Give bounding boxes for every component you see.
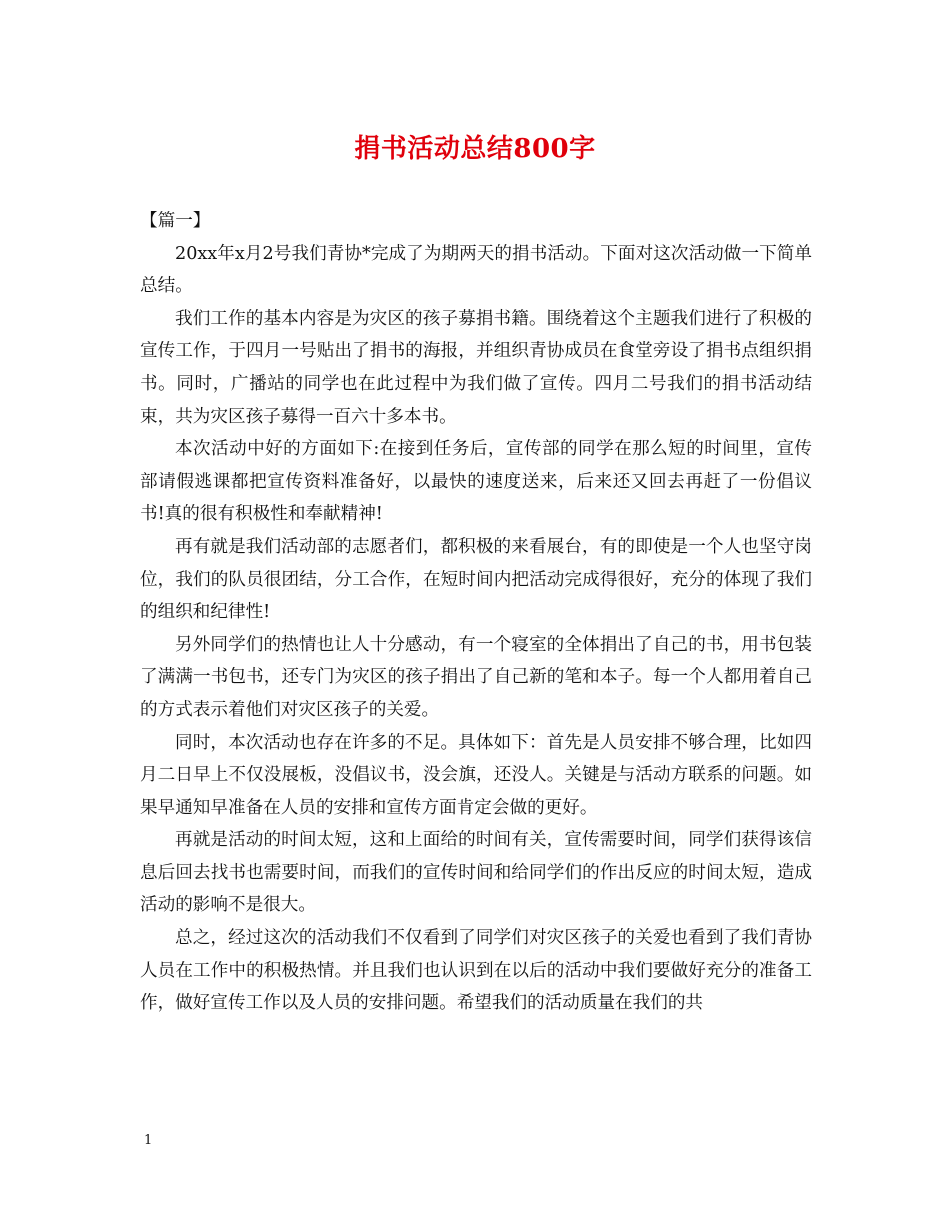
paragraph-6: 同时，本次活动也存在许多的不足。具体如下：首先是人员安排不够合理，比如四月二日早上不仅没展板，没倡议书，没会旗，还没人。关键是与活动方联系的问题。如果早通知早准备在人员的安排和宣传方面肯定会做的更好。 (140, 732, 812, 818)
paragraph-8: 总之，经过这次的活动我们不仅看到了同学们对灾区孩子的关爱也看到了我们青协人员在工作中的积极热情。并且我们也认识到在以后的活动中我们要做好充分的准备工作，做好宣传工作以及人员的安排问题。希望我们的活动质量在我们的共 (140, 928, 812, 1014)
paragraph-7: 再就是活动的时间太短，这和上面给的时间有关，宣传需要时间，同学们获得该信息后回去找书也需要时间，而我们的宣传时间和给同学们的作出反应的时间太短，造成活动的影响不是很大。 (140, 830, 812, 916)
document-title: 捐书活动总结800字 (354, 134, 596, 164)
paragraph-5: 另外同学们的热情也让人十分感动，有一个寝室的全体捐出了自己的书，用书包装了满满一书包书，还专门为灾区的孩子捐出了自己新的笔和本子。每一个人都用着自己的方式表示着他们对灾区孩子的关爱。 (140, 634, 812, 720)
paragraph-4: 再有就是我们活动部的志愿者们，都积极的来看展台，有的即使是一个人也坚守岗位，我们的队员很团结，分工合作，在短时间内把活动完成得很好，充分的体现了我们的组织和纪律性! (140, 536, 812, 623)
paragraph-3: 本次活动中好的方面如下:在接到任务后，宣传部的同学在那么短的时间里，宣传部请假逃课都把宣传资料准备好，以最快的速度送来，后来还又回去再赶了一份倡议书!真的很有积极性和奉献精神! (140, 439, 812, 525)
document-body (140, 205, 812, 1020)
paragraph-2: 我们工作的基本内容是为灾区的孩子募捐书籍。围绕着这个主题我们进行了积极的宣传工作，于四月一号贴出了捐书的海报，并组织青协成员在食堂旁设了捐书点组织捐书。同时，广播站的同学也在此过程中为我们做了宣传。四月二号我们的捐书活动结束，共为灾区孩子募得一百六十多本书。 (140, 308, 812, 427)
page-number: 1 (144, 1133, 153, 1148)
section-label: 【篇一】 (140, 211, 211, 231)
paragraph-1: 20xx年x月2号我们青协*完成了为期两天的捐书活动。下面对这次活动做一下简单总结。 (140, 243, 812, 297)
